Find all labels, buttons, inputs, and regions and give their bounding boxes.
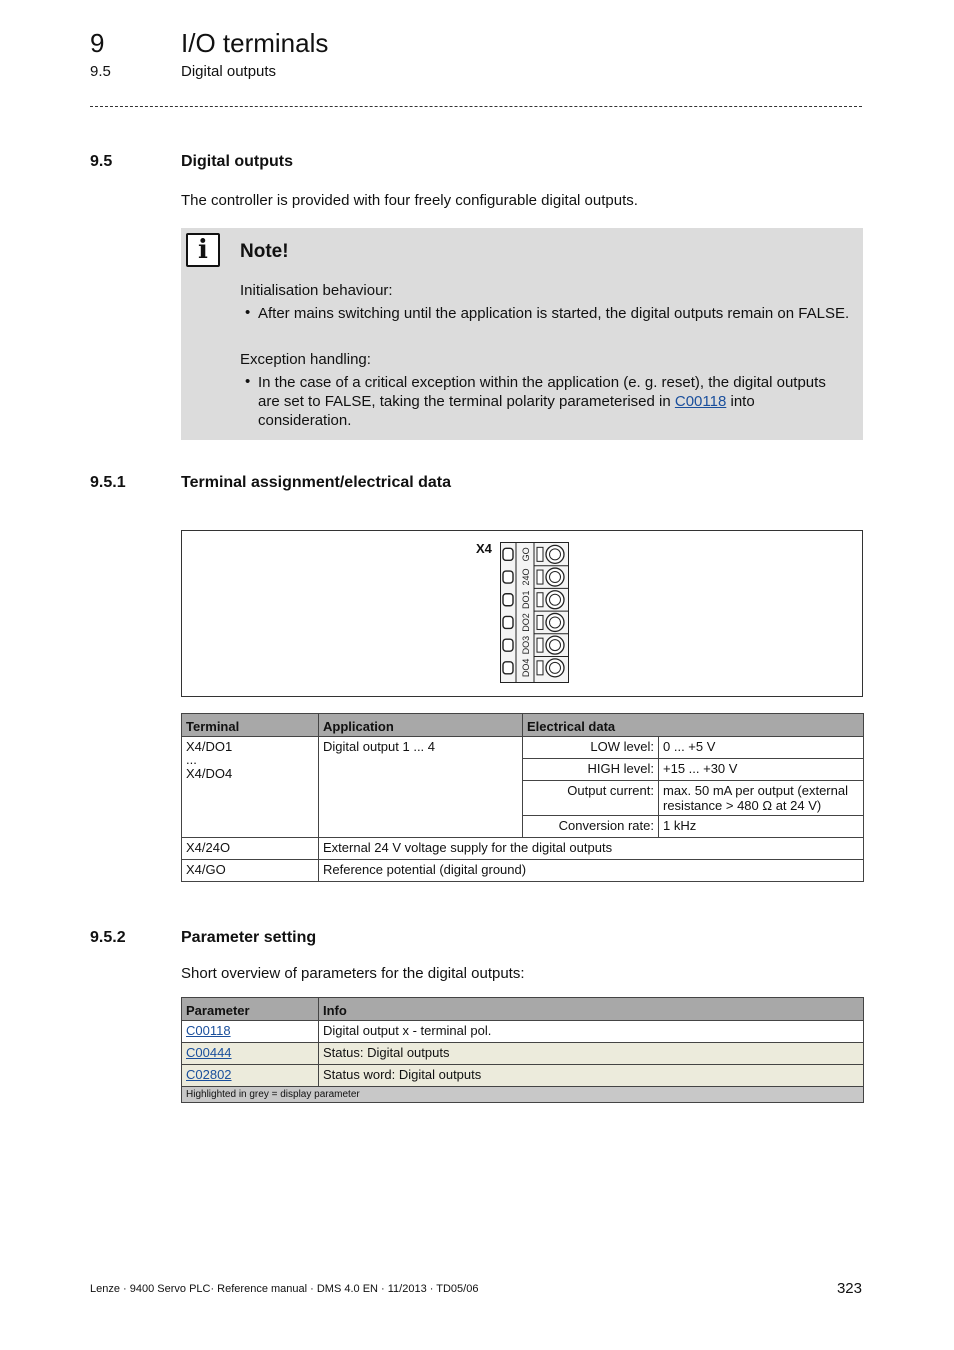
- subsection-number: 9.5.1: [90, 474, 126, 491]
- wire-entry-do2: [503, 616, 513, 628]
- chapter-title: I/O terminals: [181, 28, 329, 58]
- electrical-value: 0 ... +5 V: [659, 737, 864, 759]
- terminal-do1: X4/DO1: [186, 739, 233, 754]
- application-cell-do: Digital output 1 ... 4: [319, 737, 523, 838]
- electrical-label: Conversion rate:: [523, 816, 659, 838]
- column-header-electrical-data: Electrical data: [523, 714, 864, 737]
- electrical-label: HIGH level:: [523, 759, 659, 781]
- electrical-label: Output current:: [523, 781, 659, 816]
- table-row: [182, 1065, 864, 1087]
- wire-entry-24o: [503, 571, 513, 583]
- electrical-value: max. 50 mA per output (external resistance > 480 Ω at 24 V): [659, 781, 864, 816]
- note-init-bullet: After mains switching until the application is started, the digital outputs remain on FALSE.: [258, 305, 850, 322]
- note-exception-bullet: [258, 373, 850, 430]
- electrical-value: 1 kHz: [659, 816, 864, 838]
- terminal-cell-24o: X4/24O: [182, 838, 319, 860]
- column-header-parameter: Parameter: [182, 998, 319, 1021]
- header-section-number: 9.5: [90, 63, 111, 80]
- release-tab-do1: [537, 593, 543, 607]
- release-tab-24o: [537, 570, 543, 584]
- terminal-screw-24o: [546, 568, 564, 586]
- terminal-label-do3: DO3: [521, 635, 531, 655]
- bullet-marker: •: [245, 373, 251, 390]
- terminal-label-do4: DO4: [521, 658, 531, 678]
- parameter-cell: [182, 1021, 319, 1043]
- note-exception-text-pre: In the case of a critical exception within the application (e. g. reset), the digital outputs are set to FALSE, taking the terminal polarity parameterised in: [258, 374, 826, 410]
- connector-x4-drawing: [500, 542, 570, 684]
- terminal-cell-go: X4/GO: [182, 860, 319, 882]
- section-number: 9.5: [90, 153, 113, 170]
- parameter-cell: [182, 1065, 319, 1087]
- terminal-label-24o: 24O: [521, 568, 531, 586]
- section-title: Digital outputs: [181, 153, 293, 170]
- c02802-link[interactable]: C02802: [186, 1067, 232, 1082]
- c00118-link[interactable]: C00118: [186, 1023, 231, 1038]
- subsection-title: Terminal assignment/electrical data: [181, 474, 452, 491]
- header-section-title: Digital outputs: [181, 63, 277, 80]
- subsection-title: Parameter setting: [181, 929, 317, 946]
- note-init-label: Initialisation behaviour:: [240, 282, 393, 299]
- info-cell: Digital output x - terminal pol.: [319, 1021, 864, 1043]
- footer-document-info: Lenze · 9400 Servo PLC· Reference manual · DMS 4.0 EN · 11/2013 · TD05/06: [90, 1283, 479, 1295]
- c00444-link[interactable]: C00444: [186, 1045, 232, 1060]
- electrical-value: +15 ... +30 V: [659, 759, 864, 781]
- terminal-screw-go: [546, 545, 564, 563]
- terminal-screw-do3: [546, 636, 564, 654]
- release-tab-do4: [537, 661, 543, 675]
- note-exception-text-post: into consideration.: [258, 393, 755, 429]
- parameter-table: [181, 997, 864, 1103]
- subsection-number: 9.5.2: [90, 929, 126, 946]
- terminal-cell-do: [182, 737, 319, 838]
- release-tab-go: [537, 547, 543, 561]
- terminal-label-go: GO: [521, 547, 531, 562]
- wire-entry-do3: [503, 639, 513, 651]
- column-header-terminal: Terminal: [182, 714, 319, 737]
- chapter-number: 9: [90, 28, 105, 58]
- info-cell: Status: Digital outputs: [319, 1043, 864, 1065]
- terminal-screw-do1: [546, 591, 564, 609]
- terminal-ellipsis: ...: [186, 752, 197, 767]
- column-header-info: Info: [319, 998, 864, 1021]
- column-header-application: Application: [319, 714, 523, 737]
- terminal-do4: X4/DO4: [186, 766, 233, 781]
- connector-label: X4: [476, 541, 492, 556]
- release-tab-do2: [537, 615, 543, 629]
- info-cell: Status word: Digital outputs: [319, 1065, 864, 1087]
- terminal-label-do2: DO2: [521, 613, 531, 632]
- wire-entry-do1: [503, 594, 513, 606]
- wire-entry-do4: [503, 662, 513, 674]
- c00118-link[interactable]: C00118: [674, 393, 727, 410]
- bullet-marker: •: [245, 304, 251, 321]
- release-tab-do3: [537, 638, 543, 652]
- parameter-cell: [182, 1043, 319, 1065]
- table-row: [182, 1043, 864, 1065]
- terminal-figure: [181, 530, 863, 697]
- note-title: Note!: [240, 241, 289, 262]
- terminal-label-do1: DO1: [521, 590, 531, 610]
- header-divider: [90, 106, 862, 107]
- note-exception-label: Exception handling:: [240, 351, 371, 368]
- terminal-screw-do2: [546, 613, 564, 631]
- terminal-screw-do4: [546, 659, 564, 677]
- section-intro: The controller is provided with four freely configurable digital outputs.: [181, 192, 638, 209]
- table-footnote: Highlighted in grey = display parameter: [182, 1087, 864, 1103]
- subsection-intro: Short overview of parameters for the digital outputs:: [181, 965, 525, 982]
- electrical-label: LOW level:: [523, 737, 659, 759]
- application-cell-go: Reference potential (digital ground): [319, 860, 864, 882]
- wire-entry-go: [503, 548, 513, 560]
- page-number: 323: [836, 1280, 862, 1297]
- info-icon: i: [186, 233, 220, 267]
- application-cell-24o: External 24 V voltage supply for the digital outputs: [319, 838, 864, 860]
- table-row: [182, 1021, 864, 1043]
- note-box: [181, 228, 863, 440]
- terminal-table: [181, 713, 864, 882]
